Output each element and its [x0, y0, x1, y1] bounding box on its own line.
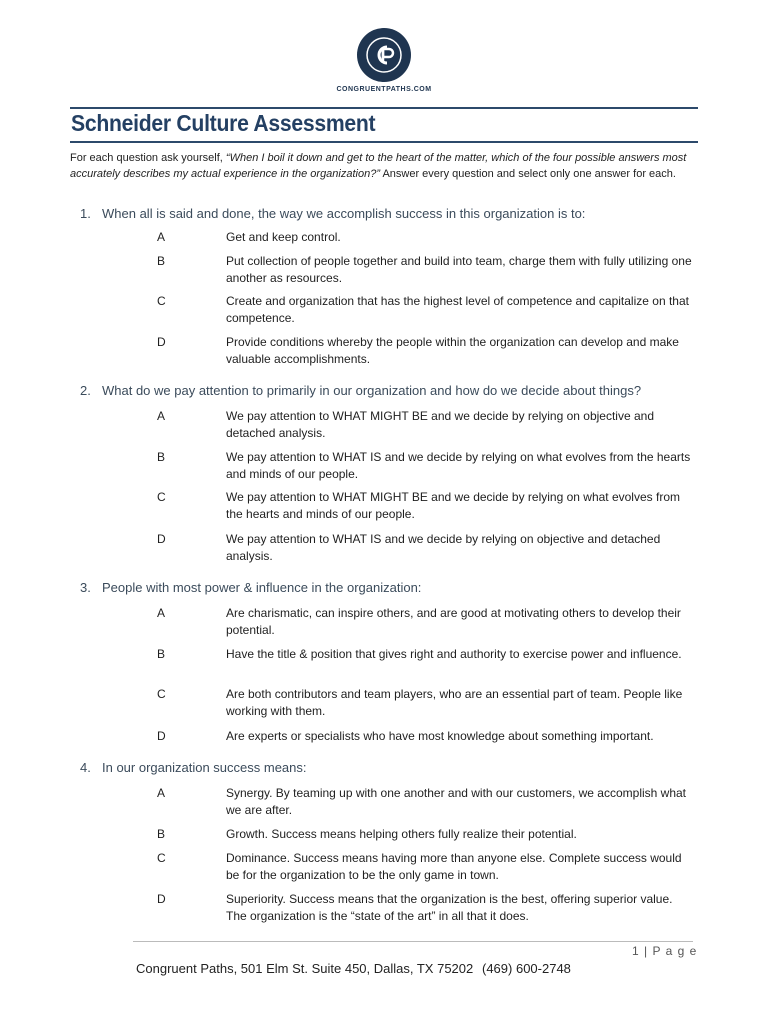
option-letter: B — [157, 450, 166, 464]
option-text: Provide conditions whereby the people within the organization can develop and make valuable accomplishments. — [226, 335, 679, 366]
option-letter: D — [157, 892, 166, 906]
question-4 — [80, 760, 307, 775]
question-text: People with most power & influence in the organization: — [102, 580, 422, 595]
question-2 — [80, 383, 641, 398]
footer-address: Congruent Paths, 501 Elm St. Suite 450, Dallas, TX 75202 — [136, 961, 474, 976]
option-letter: C — [157, 490, 166, 504]
page-number: 1 | P a g e — [632, 944, 698, 958]
option-text: Dominance. Success means having more than anyone else. Complete success would be for the organization to be the only game in town. — [226, 851, 682, 882]
logo — [0, 28, 768, 93]
question-text: In our organization success means: — [102, 760, 307, 775]
option-text: Synergy. By teaming up with one another and with our customers, we accomplish what we are after. — [226, 786, 687, 817]
option-text: We pay attention to WHAT IS and we decide by relying on what evolves from the hearts and minds of our people. — [226, 450, 691, 481]
question-number: 3. — [80, 580, 91, 595]
question-number: 4. — [80, 760, 91, 775]
option-text: We pay attention to WHAT IS and we decide by relying on objective and detached analysis. — [226, 532, 661, 563]
option-letter: B — [157, 827, 166, 841]
question-number: 2. — [80, 383, 91, 398]
question-3 — [80, 580, 421, 595]
footer-phone: (469) 600-2748 — [482, 961, 571, 976]
option-text: Are experts or specialists who have most knowledge about something important. — [226, 729, 654, 743]
page-title: Schneider Culture Assessment — [71, 110, 376, 136]
question-1 — [80, 206, 585, 221]
instructions — [70, 150, 700, 182]
option-text: Have the title & position that gives right and authority to exercise power and influence. — [226, 647, 682, 661]
option-letter: B — [157, 254, 166, 268]
option-text: Growth. Success means helping others fully realize their potential. — [226, 827, 577, 841]
option-text: Create and organization that has the highest level of competence and capitalize on that competence. — [226, 294, 689, 325]
option-text: We pay attention to WHAT MIGHT BE and we decide by relying on objective and detached analysis. — [226, 409, 654, 440]
option-text: Are charismatic, can inspire others, and are good at motivating others to develop their potential. — [226, 606, 681, 637]
instructions-tail: Answer every question and select only one answer for each. — [380, 168, 676, 180]
option-letter: D — [157, 532, 166, 546]
option-text: Get and keep control. — [226, 230, 341, 244]
question-text: When all is said and done, the way we accomplish success in this organization is to: — [102, 206, 586, 221]
instructions-quote: “When I boil it down and get to the heart of the matter, which of the four possible answers most accurately describes my actual experience in the organization?” — [70, 152, 687, 180]
title-rule-top — [70, 107, 698, 109]
logo-mark-icon — [357, 28, 411, 82]
option-text: Put collection of people together and build into team, charge them with fully utilizing one another as resources. — [226, 254, 692, 285]
option-letter: C — [157, 687, 166, 701]
question-text: What do we pay attention to primarily in our organization and how do we decide about things? — [102, 383, 642, 398]
instructions-lead: For each question ask yourself, — [70, 152, 226, 164]
option-letter: B — [157, 647, 166, 661]
option-text: Are both contributors and team players, who are an essential part of team. People like working with them. — [226, 687, 683, 718]
option-text: We pay attention to WHAT MIGHT BE and we decide by relying on what evolves from the hearts and minds of our people. — [226, 490, 680, 521]
option-letter: D — [157, 729, 166, 743]
option-letter: C — [157, 851, 166, 865]
option-letter: A — [157, 606, 166, 620]
option-text: Superiority. Success means that the organization is the best, offering superior value. The organization is the “state of the art” in all that it does. — [226, 892, 673, 923]
question-number: 1. — [80, 206, 91, 221]
option-letter: C — [157, 294, 166, 308]
title-rule-bottom — [70, 141, 698, 143]
logo-brand-text: CONGRUENTPATHS.COM — [336, 86, 432, 93]
option-letter: A — [157, 230, 166, 244]
option-letter: A — [157, 409, 166, 423]
footer-rule — [133, 941, 693, 942]
option-letter: D — [157, 335, 166, 349]
option-letter: A — [157, 786, 166, 800]
